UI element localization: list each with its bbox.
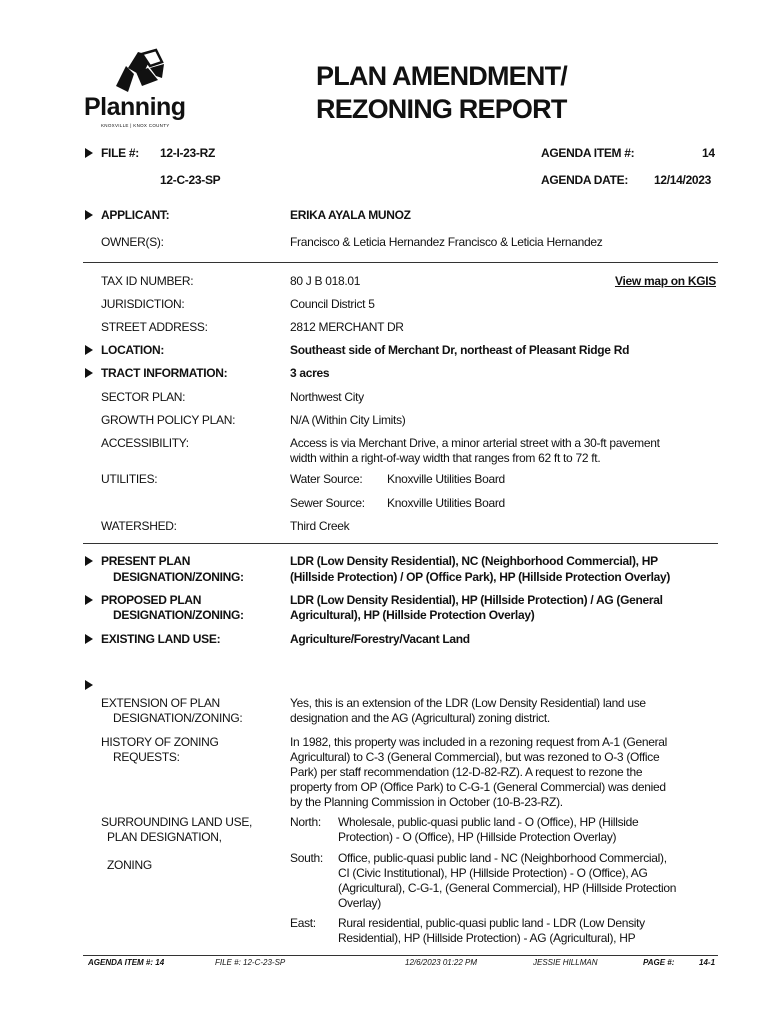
footer-author: JESSIE HILLMAN [533,958,598,967]
east-label: East: [290,916,316,930]
agenda-date-label: AGENDA DATE: [541,173,629,187]
applicant-label: APPLICANT: [101,208,170,222]
present-plan-label1: PRESENT PLAN [101,554,191,568]
location-label: LOCATION: [101,343,165,357]
north-line: Wholesale, public-quasi public land - O (Office), HP (Hillside [338,815,639,829]
footer-agenda-item: AGENDA ITEM #: 14 [88,958,165,967]
proposed-plan-line2: Agricultural), HP (Hillside Protection Overlay) [290,608,535,622]
present-plan-line1: LDR (Low Density Residential), NC (Neighborhood Commercial), HP [290,554,658,568]
history-line: property from OP (Office Park) to C-G-1 (General Commercial) was denied [290,780,666,794]
jurisdiction-label: JURISDICTION: [101,297,185,311]
planning-logo [84,46,196,132]
extension-label1: EXTENSION OF PLAN [101,696,220,710]
planning-logo-mark-icon [112,46,168,96]
surrounding-label3: ZONING [107,858,152,872]
present-plan-label2: DESIGNATION/ZONING: [113,570,244,584]
report-title-line1: PLAN AMENDMENT/ [316,61,567,91]
north-line: Protection) - O (Office), HP (Hillside Protection Overlay) [338,830,617,844]
footer-timestamp: 12/6/2023 01:22 PM [405,958,478,967]
street-address-label: STREET ADDRESS: [101,320,208,334]
street-address-value: 2812 MERCHANT DR [290,320,404,334]
accessibility-line2: width within a right-of-way width that ranges from 62 ft to 72 ft. [290,451,601,465]
report-title-line2: REZONING REPORT [316,94,567,124]
file-number-rz: 12-I-23-RZ [160,146,216,160]
history-line: Agricultural) to C-3 (General Commercial), but was rezoned to O-3 (Office [290,750,660,764]
location-value: Southeast side of Merchant Dr, northeast of Pleasant Ridge Rd [290,343,630,357]
planning-logo-tagline: KNOXVILLE | KNOX COUNTY [101,123,170,128]
footer-page-label: PAGE #: [643,958,675,967]
south-line: (Agricultural), C-G-1, (General Commercial), HP (Hillside Protection [338,881,677,895]
proposed-plan-label1: PROPOSED PLAN [101,593,202,607]
growth-policy-value: N/A (Within City Limits) [290,413,406,427]
applicant-arrow-icon [85,210,93,220]
utilities-label: UTILITIES: [101,472,158,486]
extension-label2: DESIGNATION/ZONING: [113,711,243,725]
present-plan-arrow-icon [85,556,93,566]
history-label2: REQUESTS: [113,750,180,764]
owner-value: Francisco & Leticia Hernandez Francisco & Leticia Hernandez [290,235,603,249]
footer-page-value: 14-1 [699,958,716,967]
file-number-sp: 12-C-23-SP [160,173,221,187]
extension-arrow-icon [85,680,93,690]
file-arrow-icon [85,148,93,158]
history-line: In 1982, this property was included in a rezoning request from A-1 (General [290,735,668,749]
location-arrow-icon [85,345,93,355]
agenda-item-value: 14 [702,146,715,160]
divider-2 [83,543,718,544]
south-label: South: [290,851,323,865]
water-source-label: Water Source: [290,472,363,486]
sewer-source-value: Knoxville Utilities Board [387,496,505,510]
proposed-plan-line1: LDR (Low Density Residential), HP (Hillside Protection) / AG (General [290,593,663,607]
planning-logo-text: Planning [84,93,186,121]
extension-line1: Yes, this is an extension of the LDR (Low Density Residential) land use [290,696,646,710]
sector-plan-value: Northwest City [290,390,364,404]
accessibility-line1: Access is via Merchant Drive, a minor arterial street with a 30-ft pavement [290,436,660,450]
existing-use-label: EXISTING LAND USE: [101,632,221,646]
extension-line2: designation and the AG (Agricultural) zoning district. [290,711,550,725]
tax-id-label: TAX ID NUMBER: [101,274,194,288]
surrounding-label2: PLAN DESIGNATION, [107,830,222,844]
proposed-plan-arrow-icon [85,595,93,605]
agenda-date-value: 12/14/2023 [654,173,712,187]
tract-value: 3 acres [290,366,330,380]
east-line: Rural residential, public-quasi public land - LDR (Low Density [338,916,645,930]
file-label: FILE #: [101,146,139,160]
existing-use-value: Agriculture/Forestry/Vacant Land [290,632,470,646]
jurisdiction-value: Council District 5 [290,297,375,311]
east-line: Residential), HP (Hillside Protection) - AG (Agricultural), HP [338,931,636,945]
south-line: Overlay) [338,896,381,910]
applicant-value: ERIKA AYALA MUNOZ [290,208,411,222]
kgis-map-link[interactable]: View map on KGIS [614,274,716,288]
sewer-source-label: Sewer Source: [290,496,365,510]
owner-label: OWNER(S): [101,235,164,249]
existing-use-arrow-icon [85,634,93,644]
tract-label: TRACT INFORMATION: [101,366,228,380]
surrounding-label1: SURROUNDING LAND USE, [101,815,253,829]
history-line: Park) per staff recommendation (12-D-82-RZ). A request to rezone the [290,765,643,779]
tract-arrow-icon [85,368,93,378]
history-line: by the Planning Commission in October (10-B-23-RZ). [290,795,563,809]
accessibility-label: ACCESSIBILITY: [101,436,189,450]
watershed-value: Third Creek [290,519,350,533]
south-line: Office, public-quasi public land - NC (Neighborhood Commercial), [338,851,667,865]
north-label: North: [290,815,321,829]
divider-1 [83,262,718,263]
growth-policy-label: GROWTH POLICY PLAN: [101,413,236,427]
proposed-plan-label2: DESIGNATION/ZONING: [113,608,244,622]
tax-id-value: 80 J B 018.01 [290,274,361,288]
footer-divider [83,955,718,956]
present-plan-line2: (Hillside Protection) / OP (Office Park), HP (Hillside Protection Overlay) [290,570,671,584]
history-label1: HISTORY OF ZONING [101,735,219,749]
sector-plan-label: SECTOR PLAN: [101,390,186,404]
footer-file: FILE #: 12-C-23-SP [215,958,286,967]
south-line: CI (Civic Institutional), HP (Hillside Protection) - O (Office), AG [338,866,648,880]
water-source-value: Knoxville Utilities Board [387,472,505,486]
agenda-item-label: AGENDA ITEM #: [541,146,635,160]
watershed-label: WATERSHED: [101,519,177,533]
